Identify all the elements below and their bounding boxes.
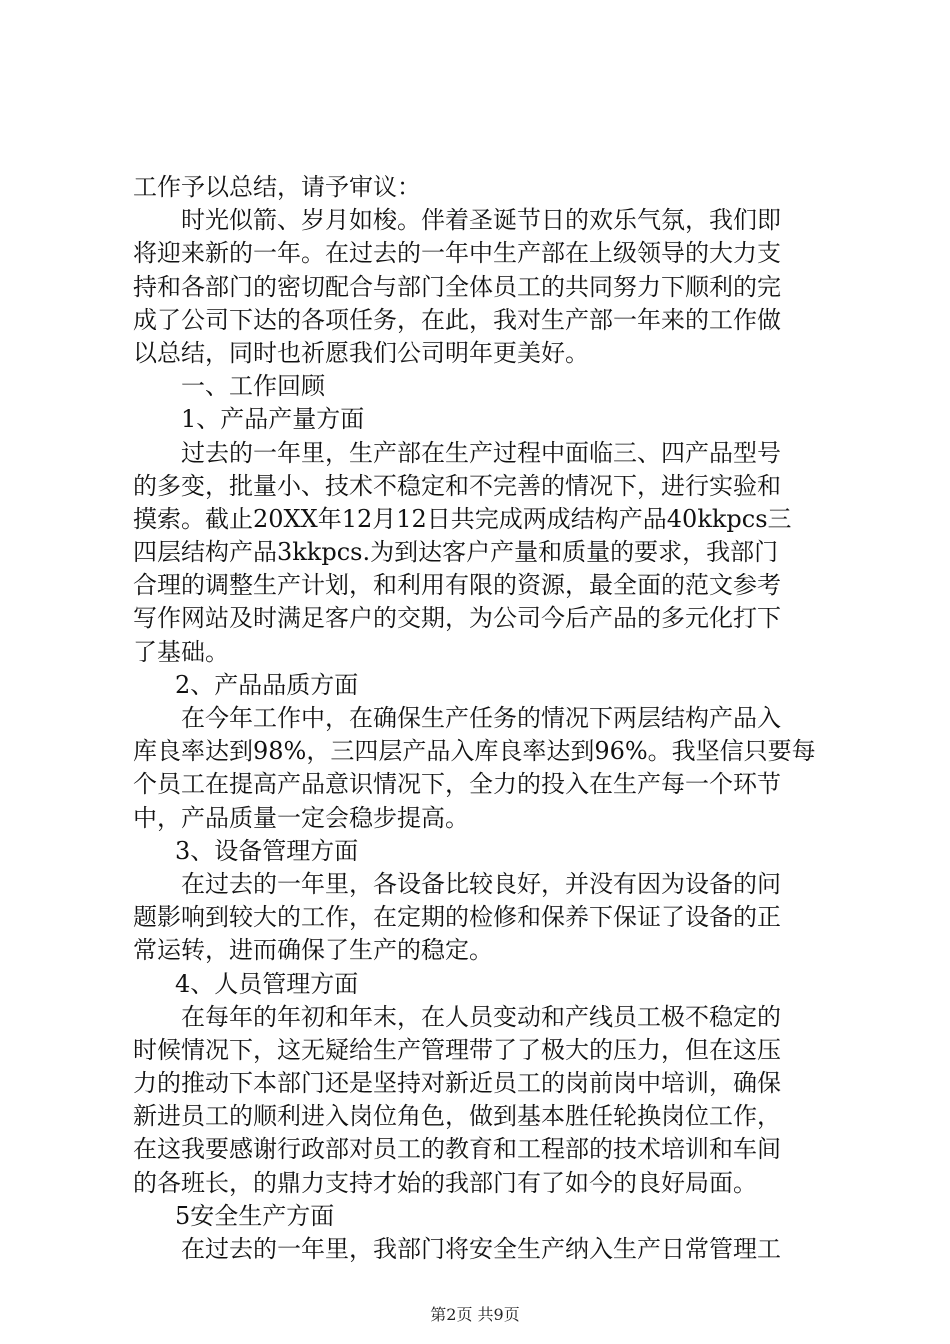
text-line: 常运转，进而确保了生产的稳定。 bbox=[133, 936, 493, 965]
text-line: 以总结，同时也祈愿我们公司明年更美好。 bbox=[133, 338, 589, 367]
text-line: 中，产品质量一定会稳步提高。 bbox=[133, 803, 469, 832]
text-line: 写作网站及时满足客户的交期，为公司今后产品的多元化打下 bbox=[133, 604, 781, 633]
subsection-heading: 5安全生产方面 bbox=[175, 1201, 335, 1230]
subsection-heading: 3、设备管理方面 bbox=[175, 836, 359, 865]
text-line: 了基础。 bbox=[133, 637, 229, 666]
text-line: 的各班长，的鼎力支持才始的我部门有了如今的良好局面。 bbox=[133, 1168, 757, 1197]
text-line: 的多变，批量小、技术不稳定和不完善的情况下，进行实验和 bbox=[133, 471, 781, 500]
paragraph-line: 在过去的一年里，我部门将安全生产纳入生产日常管理工 bbox=[181, 1235, 781, 1263]
text-line: 时候情况下，这无疑给生产管理带了了极大的压力，但在这压 bbox=[133, 1035, 781, 1064]
paragraph-line: 在过去的一年里，各设备比较良好，并没有因为设备的问 bbox=[181, 869, 781, 898]
text-line: 摸索。截止20XX年12月12日共完成两成结构产品40kkpcs三 bbox=[133, 504, 792, 533]
text-line: 将迎来新的一年。在过去的一年中生产部在上级领导的大力支 bbox=[133, 239, 781, 268]
paragraph-line: 在今年工作中，在确保生产任务的情况下两层结构产品入 bbox=[181, 704, 781, 732]
text-line: 成了公司下达的各项任务，在此，我对生产部一年来的工作做 bbox=[133, 305, 781, 334]
text-line: 题影响到较大的工作，在定期的检修和保养下保证了设备的正 bbox=[133, 903, 781, 932]
text-line: 在这我要感谢行政部对员工的教育和工程部的技术培训和车间 bbox=[133, 1135, 781, 1164]
subsection-heading: 1、产品产量方面 bbox=[181, 405, 365, 434]
text-line: 持和各部门的密切配合与部门全体员工的共同努力下顺利的完 bbox=[133, 272, 781, 301]
text-line: 力的推动下本部门还是坚持对新近员工的岗前岗中培训，确保 bbox=[133, 1069, 781, 1098]
page-number-footer: 第2页 共9页 bbox=[430, 1305, 520, 1324]
section-heading: 一、工作回顾 bbox=[181, 372, 325, 401]
subsection-heading: 2、产品品质方面 bbox=[175, 670, 359, 699]
text-line: 个员工在提高产品意识情况下，全力的投入在生产每一个环节 bbox=[133, 770, 781, 799]
document-body bbox=[133, 171, 833, 1266]
paragraph-line: 过去的一年里，生产部在生产过程中面临三、四产品型号 bbox=[181, 438, 781, 467]
paragraph-line: 在每年的年初和年末，在人员变动和产线员工极不稳定的 bbox=[181, 1002, 781, 1031]
text-line: 新进员工的顺利进入岗位角色，做到基本胜任轮换岗位工作， bbox=[133, 1102, 781, 1131]
text-line: 四层结构产品3kkpcs.为到达客户产量和质量的要求，我部门 bbox=[133, 538, 779, 567]
subsection-heading: 4、人员管理方面 bbox=[175, 969, 359, 998]
paragraph-line: 时光似箭、岁月如梭。伴着圣诞节日的欢乐气氛，我们即 bbox=[181, 206, 781, 235]
text-line: 工作予以总结，请予审议： bbox=[133, 173, 421, 201]
text-line: 合理的调整生产计划，和利用有限的资源，最全面的范文参考 bbox=[133, 571, 781, 600]
text-line: 库良率达到98%，三四层产品入库良率达到96%。我坚信只要每 bbox=[133, 737, 816, 766]
